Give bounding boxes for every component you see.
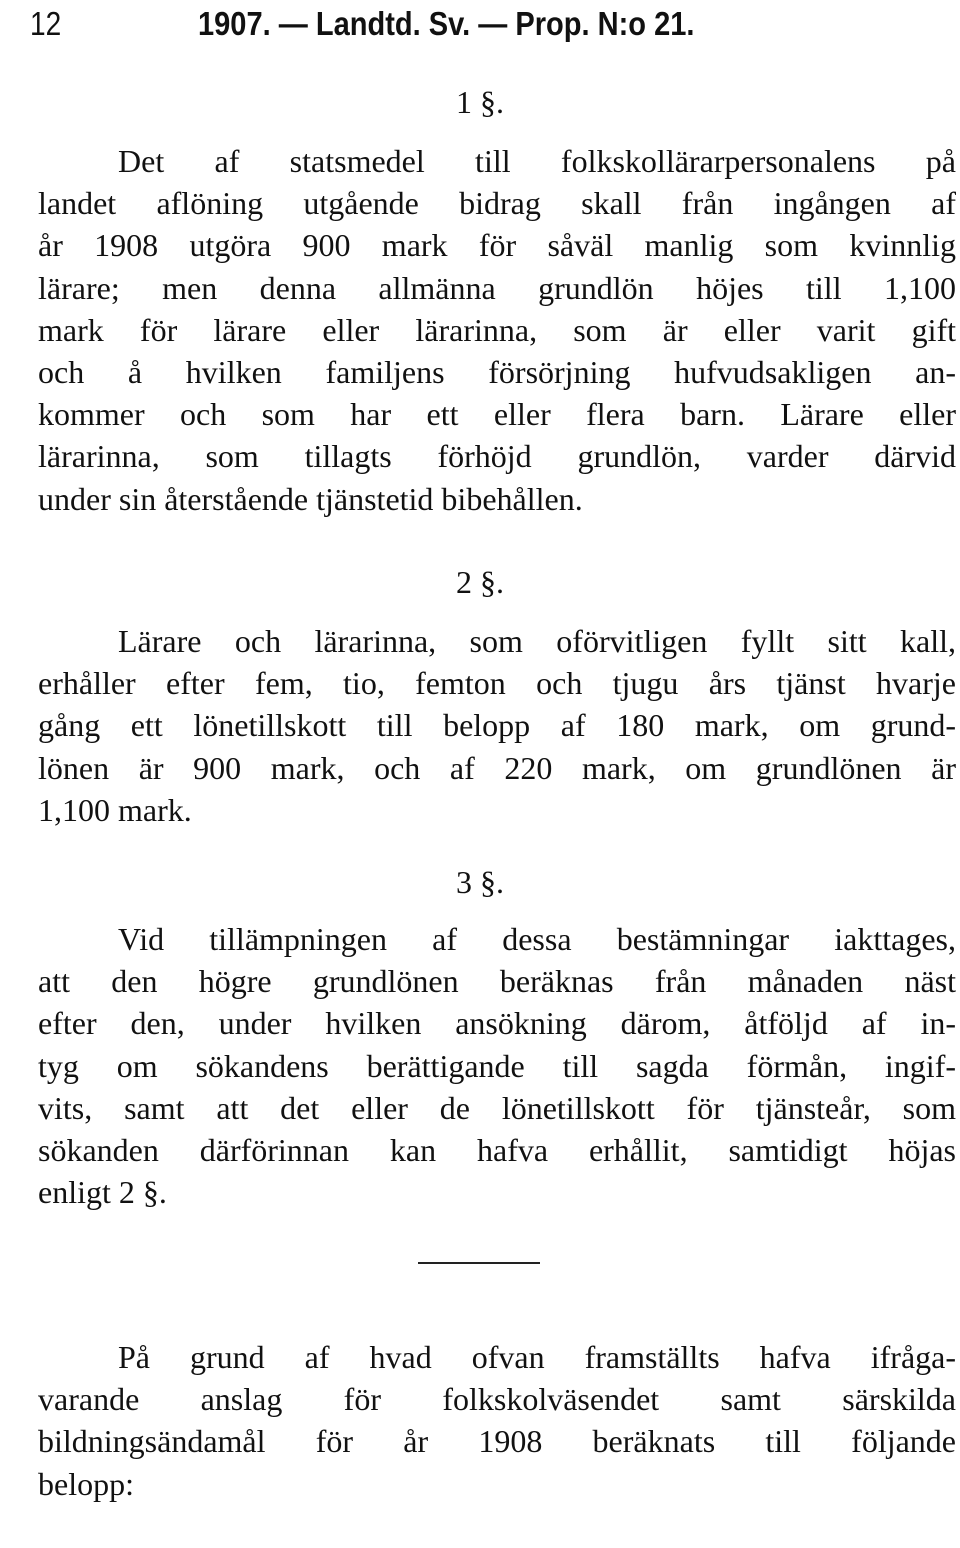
page-header bbox=[0, 2, 960, 46]
page-number: 12 bbox=[30, 5, 62, 42]
section-3-title: 3 §. bbox=[456, 864, 504, 900]
paragraph-line: sökanden därförinnan kan hafva erhållit, samtidigt höjas bbox=[38, 1131, 956, 1168]
paragraph-line: På grund af hvad ofvan framställts hafva ifråga- bbox=[118, 1339, 956, 1375]
section-1-paragraph bbox=[38, 140, 956, 520]
paragraph-line: under sin återstående tjänstetid bibehållen. bbox=[38, 480, 583, 517]
paragraph-line: belopp: bbox=[38, 1465, 134, 1502]
section-3-paragraph bbox=[38, 918, 956, 1213]
paragraph-line: 1,100 mark. bbox=[38, 791, 192, 828]
section-2-paragraph bbox=[38, 620, 956, 831]
section-2-title: 2 §. bbox=[456, 564, 504, 600]
paragraph-line: år 1908 utgöra 900 mark för såväl manlig som kvinnlig bbox=[38, 227, 956, 264]
closing-paragraph bbox=[38, 1336, 956, 1505]
paragraph-line: tyg om sökandens berättigande till sagda förmån, ingif- bbox=[38, 1047, 956, 1084]
paragraph-line: landet aflöning utgående bidrag skall från ingången af bbox=[38, 185, 956, 222]
paragraph-line: mark för lärare eller lärarinna, som är eller varit gift bbox=[38, 311, 956, 348]
paragraph-line: och å hvilken familjens försörjning hufvudsakligen an- bbox=[38, 353, 956, 390]
paragraph-line: erhåller efter fem, tio, femton och tjugu års tjänst hvarje bbox=[38, 665, 956, 702]
paragraph-line: efter den, under hvilken ansökning därom, åtföljd af in- bbox=[38, 1005, 956, 1042]
running-head: 1907. — Landtd. Sv. — Prop. N:o 21. bbox=[198, 5, 695, 42]
paragraph-line: Det af statsmedel till folkskollärarpersonalens på bbox=[118, 143, 956, 179]
paragraph-line: lärare; men denna allmänna grundlön höjes till 1,100 bbox=[38, 269, 956, 306]
paragraph-line: lönen är 900 mark, och af 220 mark, om grundlönen är bbox=[38, 749, 956, 786]
section-1-title: 1 §. bbox=[456, 84, 504, 120]
paragraph-line: vits, samt att det eller de lönetillskott för tjänsteår, som bbox=[38, 1089, 956, 1126]
paragraph-line: lärarinna, som tillagts förhöjd grundlön, varder därvid bbox=[38, 438, 956, 475]
paragraph-line: Vid tillämpningen af dessa bestämningar iakttages, bbox=[118, 921, 956, 957]
paragraph-line: enligt 2 §. bbox=[38, 1174, 167, 1211]
paragraph-line: kommer och som har ett eller flera barn. Lärare eller bbox=[38, 396, 956, 433]
section-divider bbox=[418, 1262, 540, 1264]
paragraph-line: bildningsändamål för år 1908 beräknats till följande bbox=[38, 1423, 956, 1460]
paragraph-line: att den högre grundlönen beräknas från månaden näst bbox=[38, 963, 956, 1000]
paragraph-line: Lärare och lärarinna, som oförvitligen fyllt sitt kall, bbox=[118, 623, 956, 659]
paragraph-line: varande anslag för folkskolväsendet samt särskilda bbox=[38, 1381, 956, 1418]
paragraph-line: gång ett lönetillskott till belopp af 180 mark, om grund- bbox=[38, 707, 956, 744]
